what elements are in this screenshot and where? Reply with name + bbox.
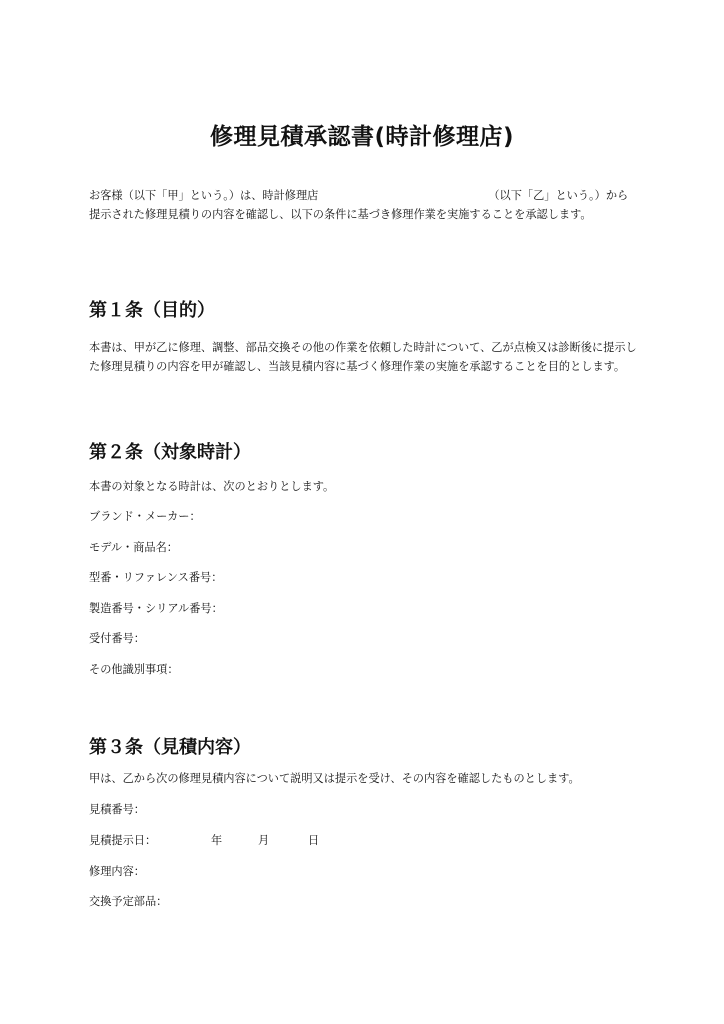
day-label: 日: [308, 834, 320, 847]
serial-number-field-label: 製造番号・シリアル番号：: [89, 602, 223, 615]
article-2-body: 本書の対象となる時計は、次のとおりとします。: [89, 480, 335, 493]
year-label: 年: [211, 834, 223, 847]
brand-field-label: ブランド・メーカー：: [89, 510, 201, 523]
receipt-number-field-label: 受付番号：: [89, 632, 145, 645]
article-3-heading: 第３条（見積内容）: [89, 737, 251, 758]
month-label: 月: [258, 834, 270, 847]
other-identification-field-label: その他識別事項：: [89, 663, 179, 676]
estimate-number-field-label: 見積番号：: [89, 803, 145, 816]
article-1-heading: 第１条（目的）: [89, 300, 215, 321]
estimate-date-field-label: 見積提示日：: [89, 834, 157, 847]
replacement-parts-field-label: 交換予定部品：: [89, 895, 168, 908]
repair-content-field-label: 修理内容：: [89, 865, 145, 878]
article-3-body: 甲は、乙から次の修理見積内容について説明又は提示を受け、その内容を確認したものとします。: [89, 772, 580, 785]
document-title: 修理見積承認書(時計修理店): [209, 124, 515, 150]
article-2-heading: 第２条（対象時計）: [89, 442, 251, 463]
intro-text-2: （以下「乙」とい: [488, 189, 578, 202]
intro-paragraph: [89, 186, 637, 224]
intro-text-1: お客様（以下「甲」という。）は、時計修理店: [89, 189, 319, 202]
article-1-body: 本書は、甲が乙に修理、調整、部品交換その他の作業を依頼した時計について、乙が点検又は診断後に提示した修理見積りの内容を甲が確認し、当該見積内容に基づく修理作業の実施を承認することを目的とします。: [89, 341, 637, 373]
intro-text-3: う。）から提示された修理見積りの内容を確認し、以下の条件に基づき修理作業を実施することを承認します。: [89, 189, 629, 221]
model-field-label: モデル・商品名：: [89, 541, 178, 554]
reference-number-field-label: 型番・リファレンス番号：: [89, 571, 223, 584]
